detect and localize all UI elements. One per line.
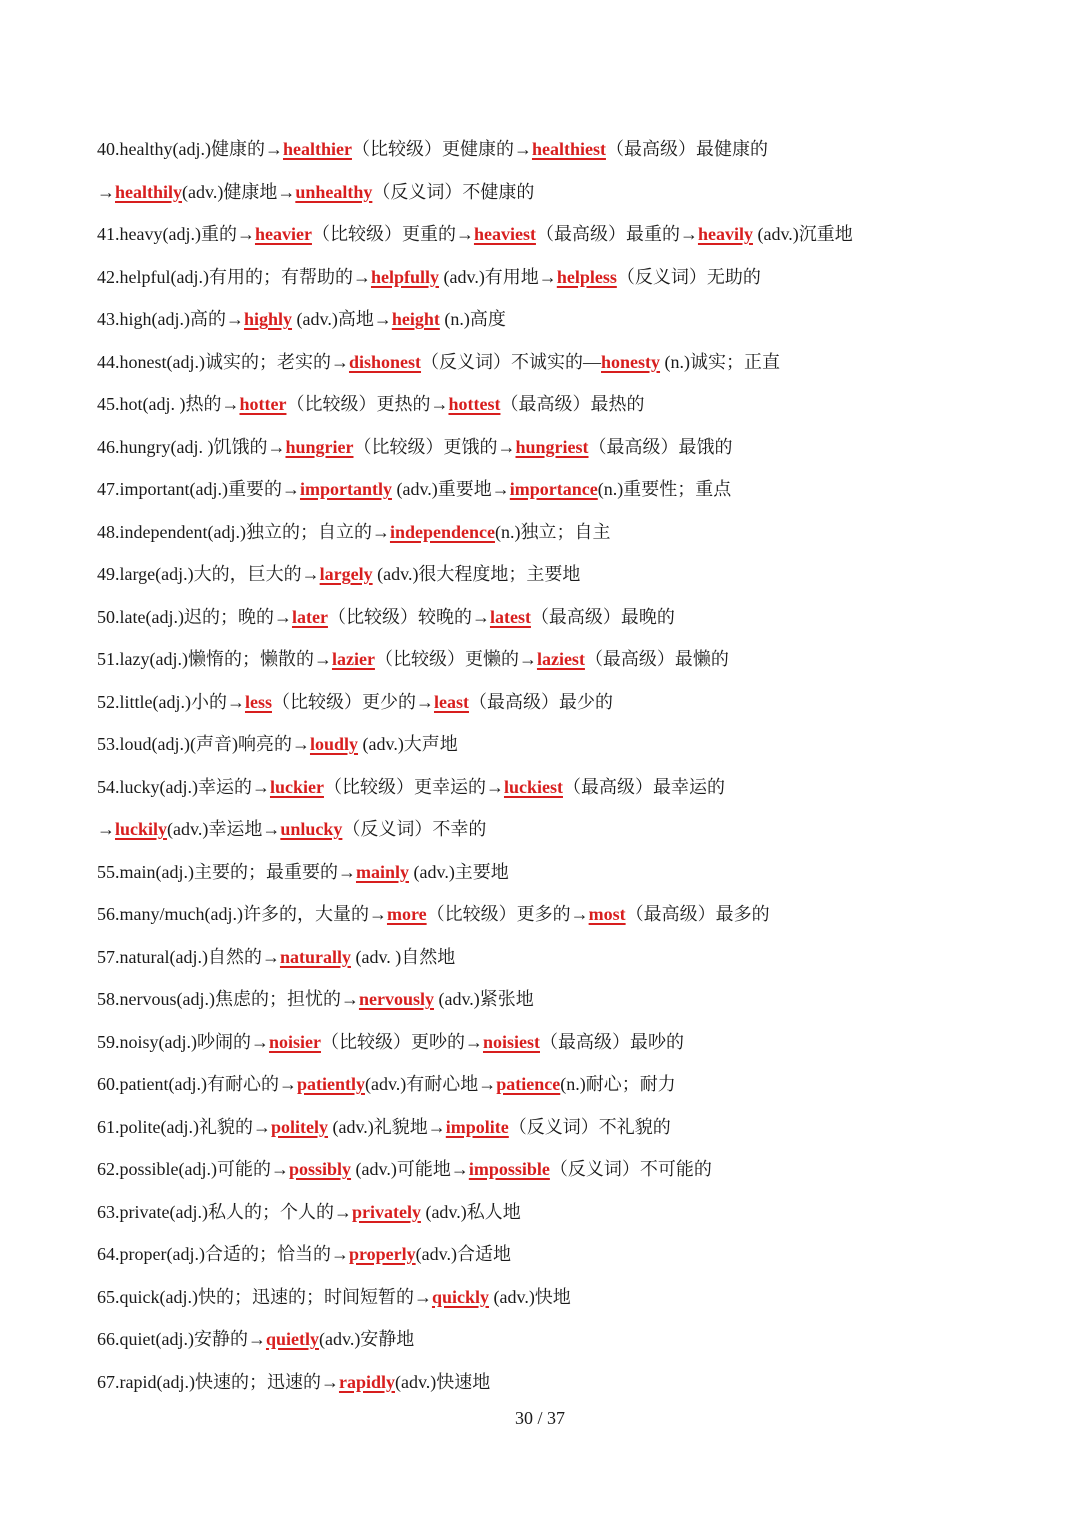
- line-text: 54.lucky(adj.)幸运的→: [97, 776, 270, 797]
- line-text: （比较级）更多的→: [426, 904, 589, 924]
- line-text: 59.noisy(adj.)吵闹的→: [97, 1031, 269, 1052]
- answer-word: laziest: [536, 649, 585, 669]
- line-text: 41.heavy(adj.)重的→: [97, 224, 255, 244]
- line-text: (adv.)快地: [489, 1286, 571, 1307]
- answer-word: heavier: [254, 224, 312, 244]
- line-text: （反义词）不健康的: [372, 181, 535, 202]
- line-text: （反义词）无助的: [616, 266, 761, 287]
- line-text: (n.)高度: [439, 309, 506, 329]
- line-text: 45.hot(adj. )热的→: [97, 394, 240, 414]
- line-text: 49.large(adj.)大的，巨大的→: [97, 564, 320, 584]
- line-text: 48.independent(adj.)独立的；自立的→: [97, 521, 390, 542]
- line-text: (n.)独立；自主: [494, 521, 611, 542]
- line-text: 51.lazy(adj.)懒惰的；懒散的→: [97, 649, 332, 669]
- answer-word: noisiest: [482, 1031, 540, 1052]
- answer-word: patience: [496, 1074, 561, 1094]
- line-text: （最高级）最晚的: [530, 606, 675, 627]
- line-text: （最高级）最健康的: [605, 139, 768, 159]
- line-text: (n.)耐心；耐力: [560, 1074, 676, 1094]
- answer-word: later: [291, 606, 328, 627]
- answer-word: unhealthy: [295, 181, 373, 202]
- vocabulary-list: [97, 128, 997, 1403]
- answer-word: hungrier: [285, 436, 354, 457]
- answer-word: nervously: [358, 989, 434, 1009]
- answer-word: dishonest: [348, 351, 422, 372]
- vocabulary-line: [97, 936, 997, 979]
- vocabulary-line: [97, 341, 997, 384]
- line-text: 40.healthy(adj.)健康的→: [97, 139, 283, 159]
- answer-word: impossible: [468, 1159, 550, 1179]
- answer-word: rapidly: [338, 1371, 395, 1392]
- line-text: （最高级）最吵的: [540, 1031, 684, 1052]
- line-text: （最高级）最少的: [468, 691, 613, 712]
- vocabulary-line: [97, 1233, 997, 1276]
- vocabulary-line: [97, 766, 997, 809]
- answer-word: loudly: [309, 734, 358, 754]
- line-text: (adv.)合适地: [415, 1244, 511, 1264]
- vocabulary-line: [97, 171, 997, 214]
- line-text: 55.main(adj.)主要的；最重要的→: [97, 861, 356, 882]
- answer-word: less: [244, 691, 272, 712]
- answer-word: luckily: [115, 819, 168, 839]
- answer-word: quietly: [265, 1329, 319, 1349]
- answer-word: highly: [243, 309, 293, 329]
- line-text: 42.helpful(adj.)有用的；有帮助的→: [97, 266, 371, 287]
- answer-word: possibly: [288, 1159, 352, 1179]
- answer-word: lazier: [331, 649, 375, 669]
- answer-word: healthier: [282, 139, 352, 159]
- vocabulary-line: [97, 213, 997, 256]
- line-text: 63.private(adj.)私人的；个人的→: [97, 1201, 352, 1222]
- vocabulary-line: [97, 1318, 997, 1361]
- vocabulary-line: [97, 808, 997, 851]
- line-text: （最高级）最多的: [625, 904, 770, 924]
- vocabulary-line: [97, 298, 997, 341]
- line-text: 61.polite(adj.)礼貌的→: [97, 1116, 271, 1137]
- answer-word: noisier: [268, 1031, 321, 1052]
- line-text: (adv.)健康地→: [182, 181, 296, 202]
- line-text: （比较级）更吵的→: [320, 1031, 483, 1052]
- vocabulary-line: [97, 426, 997, 469]
- vocabulary-line: [97, 511, 997, 554]
- line-text: （比较级）更重的→: [311, 224, 474, 244]
- answer-word: luckiest: [503, 776, 563, 797]
- answer-word: least: [433, 691, 469, 712]
- line-text: 56.many/much(adj.)许多的，大量的→: [97, 904, 387, 924]
- line-text: （比较级）更健康的→: [351, 139, 532, 159]
- answer-word: healthily: [115, 181, 183, 202]
- line-text: (adv.)紧张地: [433, 989, 534, 1009]
- vocabulary-line: [97, 851, 997, 894]
- line-text: (adv.)私人地: [420, 1201, 521, 1222]
- line-text: 62.possible(adj.)可能的→: [97, 1159, 289, 1179]
- line-text: (n.)诚实；正直: [660, 351, 781, 372]
- line-text: （比较级）更幸运的→: [323, 776, 504, 797]
- vocabulary-line: [97, 1191, 997, 1234]
- line-text: (adv.)主要地: [409, 861, 509, 882]
- vocabulary-line: [97, 723, 997, 766]
- answer-word: impolite: [445, 1116, 509, 1137]
- line-text: (adv.)高地→: [292, 309, 392, 329]
- line-text: 44.honest(adj.)诚实的；老实的→: [97, 351, 349, 372]
- vocabulary-line: [97, 1021, 997, 1064]
- line-text: (adv.)很大程度地；主要地: [372, 564, 581, 584]
- line-text: 57.natural(adj.)自然的→: [97, 946, 280, 967]
- line-text: →: [97, 181, 115, 202]
- line-text: （反义词）不幸的: [342, 819, 487, 839]
- answer-word: heavily: [697, 224, 753, 244]
- line-text: 47.important(adj.)重要的→: [97, 479, 300, 499]
- line-text: （最高级）最懒的: [584, 649, 729, 669]
- vocabulary-line: [97, 1276, 997, 1319]
- line-text: （最高级）最重的→: [535, 224, 698, 244]
- line-text: （最高级）最幸运的: [562, 776, 725, 797]
- answer-word: mainly: [355, 861, 409, 882]
- line-text: 60.patient(adj.)有耐心的→: [97, 1074, 297, 1094]
- answer-word: independence: [389, 521, 495, 542]
- line-text: (adv.)可能地→: [351, 1159, 469, 1179]
- vocabulary-line: [97, 978, 997, 1021]
- line-text: 53.loud(adj.)(声音)响亮的→: [97, 734, 310, 754]
- line-text: （反义词）不礼貌的: [508, 1116, 671, 1137]
- line-text: （反义词）不可能的: [549, 1159, 712, 1179]
- answer-word: unlucky: [280, 819, 343, 839]
- line-text: 43.high(adj.)高的→: [97, 309, 244, 329]
- vocabulary-line: [97, 1106, 997, 1149]
- line-text: 65.quick(adj.)快的；迅速的；时间短暂的→: [97, 1286, 432, 1307]
- line-text: 50.late(adj.)迟的；晚的→: [97, 606, 292, 627]
- answer-word: heaviest: [473, 224, 536, 244]
- answer-word: latest: [489, 606, 531, 627]
- line-text: (adv.)有耐心地→: [364, 1074, 497, 1094]
- line-text: 66.quiet(adj.)安静的→: [97, 1329, 266, 1349]
- answer-word: importantly: [299, 479, 392, 499]
- answer-word: properly: [348, 1244, 416, 1264]
- line-text: (adv.)有用地→: [439, 266, 557, 287]
- line-text: 64.proper(adj.)合适的；恰当的→: [97, 1244, 349, 1264]
- line-text: （最高级）最热的: [500, 394, 645, 414]
- answer-word: honesty: [601, 351, 661, 372]
- vocabulary-line: [97, 128, 997, 171]
- line-text: （最高级）最饿的: [588, 436, 733, 457]
- answer-word: hungriest: [515, 436, 589, 457]
- answer-word: politely: [270, 1116, 328, 1137]
- vocabulary-line: [97, 596, 997, 639]
- line-text: 46.hungry(adj. )饥饿的→: [97, 436, 286, 457]
- vocabulary-line: [97, 553, 997, 596]
- answer-word: healthiest: [531, 139, 606, 159]
- answer-word: naturally: [279, 946, 351, 967]
- line-text: （比较级）更少的→: [271, 691, 434, 712]
- line-text: 52.little(adj.)小的→: [97, 691, 245, 712]
- line-text: (adv.)大声地: [358, 734, 458, 754]
- answer-word: patiently: [296, 1074, 365, 1094]
- answer-word: luckier: [269, 776, 324, 797]
- vocabulary-line: [97, 256, 997, 299]
- line-text: （反义词）不诚实的—: [421, 351, 602, 372]
- line-text: （比较级）更懒的→: [374, 649, 537, 669]
- vocabulary-line: [97, 1361, 997, 1404]
- line-text: （比较级）更饿的→: [353, 436, 516, 457]
- line-text: (adv.)重要地→: [391, 479, 510, 499]
- vocabulary-line: [97, 1063, 997, 1106]
- line-text: （比较级）更热的→: [286, 394, 449, 414]
- answer-word: helpless: [556, 266, 617, 287]
- line-text: 58.nervous(adj.)焦虑的；担忧的→: [97, 989, 359, 1009]
- line-text: (adv.)幸运地→: [167, 819, 281, 839]
- line-text: （比较级）较晚的→: [327, 606, 490, 627]
- line-text: (adv.)快速地: [394, 1371, 491, 1392]
- vocabulary-line: [97, 638, 997, 681]
- line-text: →: [97, 819, 115, 839]
- line-text: (adv. )自然地: [350, 946, 456, 967]
- answer-word: hotter: [239, 394, 287, 414]
- answer-word: quickly: [431, 1286, 489, 1307]
- answer-word: largely: [319, 564, 373, 584]
- answer-word: more: [386, 904, 427, 924]
- vocabulary-line: [97, 681, 997, 724]
- answer-word: most: [588, 904, 626, 924]
- answer-word: helpfully: [370, 266, 439, 287]
- answer-word: hottest: [448, 394, 501, 414]
- line-text: (n.)重要性；重点: [597, 479, 732, 499]
- line-text: (adv.)礼貌地→: [327, 1116, 446, 1137]
- vocabulary-line: [97, 893, 997, 936]
- vocabulary-line: [97, 383, 997, 426]
- line-text: 67.rapid(adj.)快速的；迅速的→: [97, 1371, 339, 1392]
- line-text: (adv.)安静地: [319, 1329, 415, 1349]
- line-text: (adv.)沉重地: [752, 224, 853, 244]
- answer-word: privately: [351, 1201, 421, 1222]
- vocabulary-line: [97, 1148, 997, 1191]
- answer-word: height: [391, 309, 440, 329]
- vocabulary-line: [97, 468, 997, 511]
- page-number: 30 / 37: [514, 1408, 565, 1428]
- answer-word: importance: [509, 479, 598, 499]
